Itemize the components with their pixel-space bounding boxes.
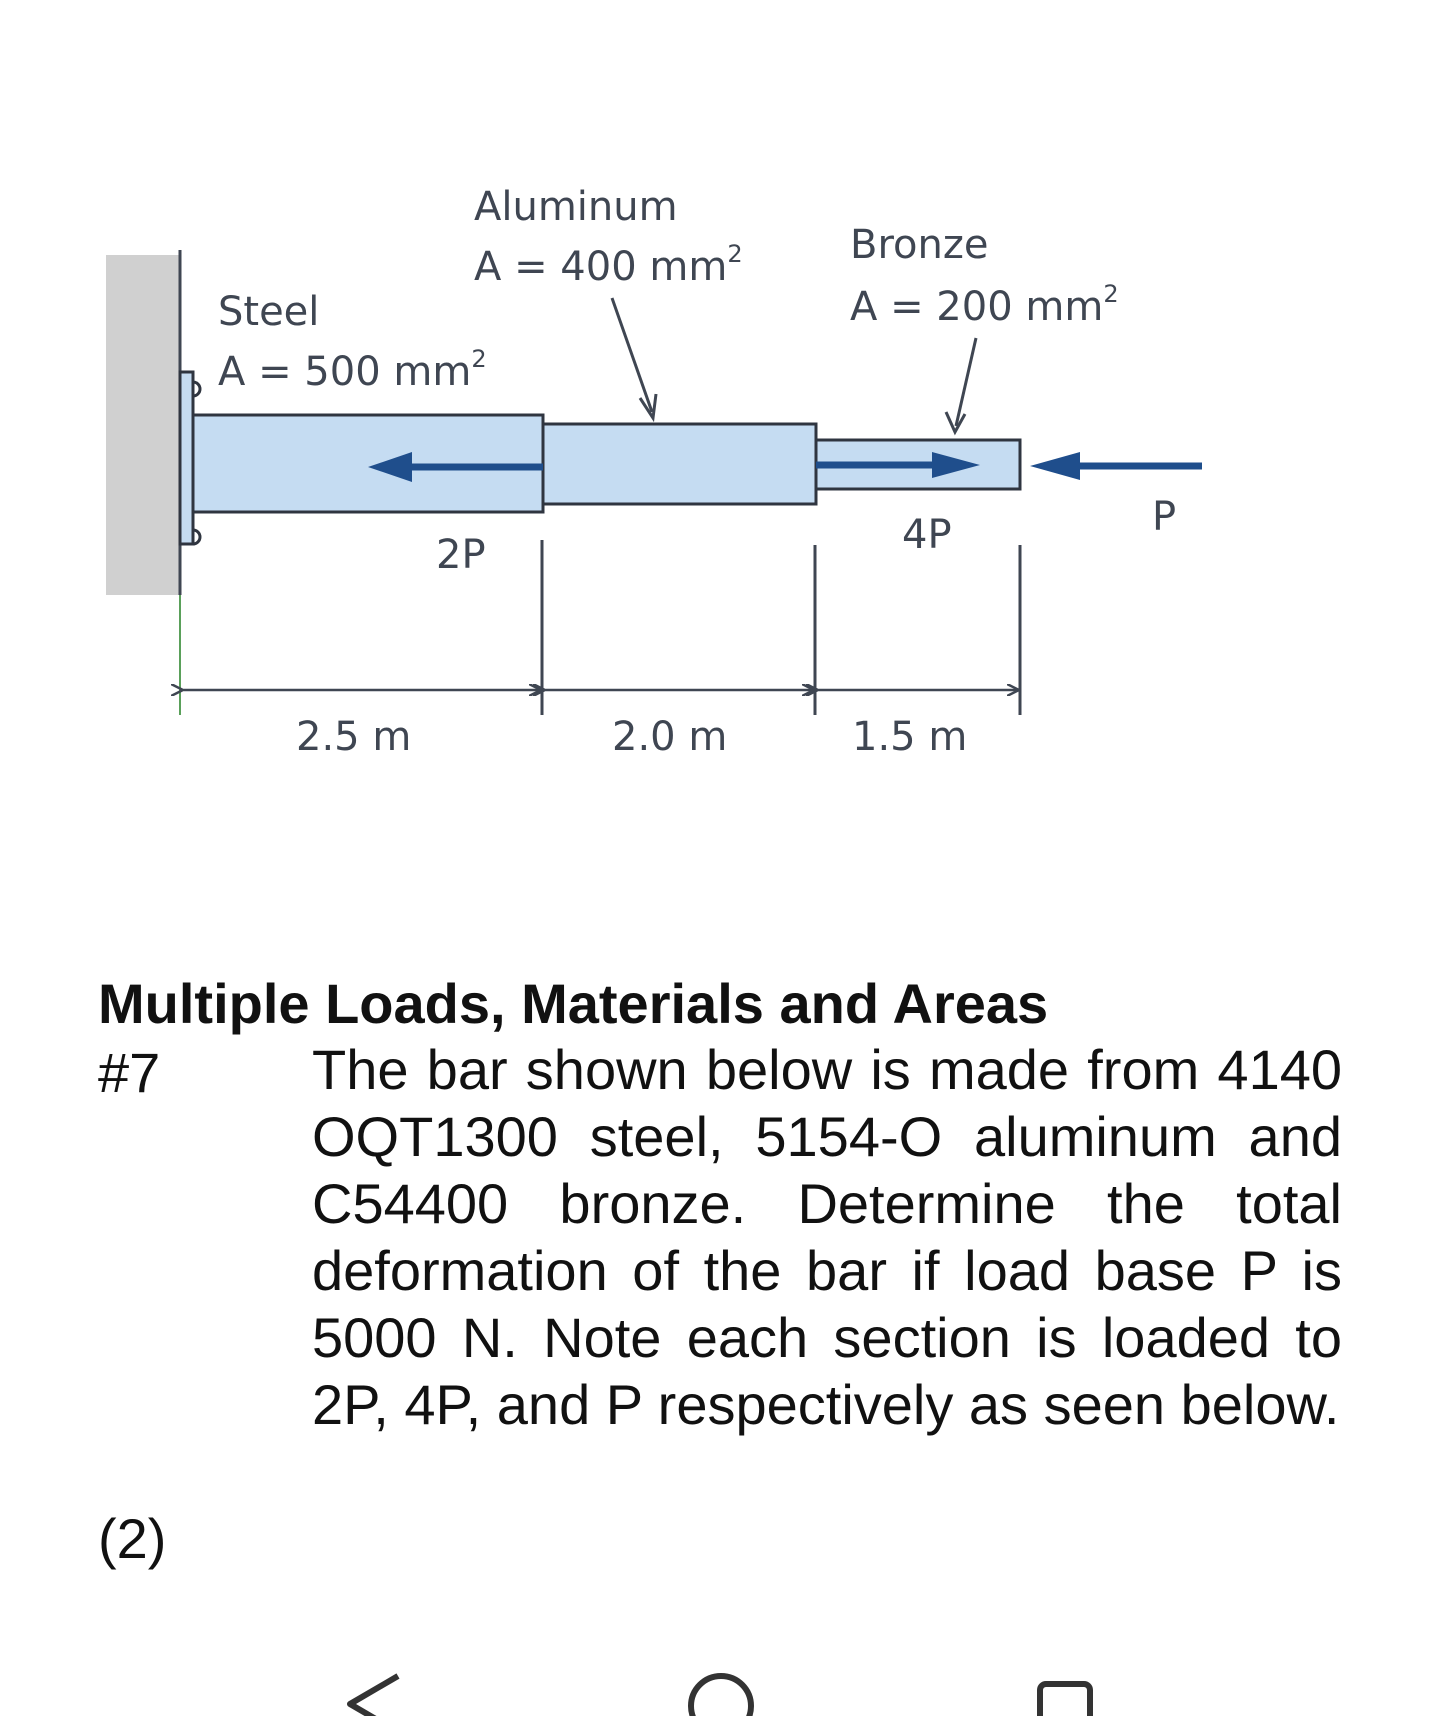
fixed-wall <box>106 255 180 595</box>
length-steel-label: 2.5 m <box>296 714 412 760</box>
bronze-area-label: A = 200 $mm^2$ <box>850 280 1119 330</box>
length-bronze-label: 1.5 m <box>852 714 968 760</box>
mounting-flange <box>180 372 193 544</box>
aluminum-label: Aluminum <box>474 184 678 230</box>
load-p-arrowhead <box>1030 452 1080 480</box>
load-p-label: P <box>1152 494 1177 540</box>
steel-area-label: A = 500 $mm^2$ <box>218 345 487 395</box>
bronze-leader <box>956 338 976 426</box>
back-icon[interactable] <box>350 1676 398 1716</box>
bronze-label: Bronze <box>850 222 989 268</box>
problem-points: (2) <box>98 1507 167 1570</box>
steel-label: Steel <box>218 289 320 335</box>
aluminum-segment <box>543 424 816 504</box>
length-aluminum-label: 2.0 m <box>612 714 728 760</box>
load-4p-label: 4P <box>902 512 952 558</box>
recents-icon[interactable] <box>1040 1684 1090 1716</box>
aluminum-area-label: A = 400 $mm^2$ <box>474 240 743 290</box>
home-icon[interactable] <box>691 1676 751 1716</box>
aluminum-leader <box>612 298 652 412</box>
problem-number: #7 <box>98 1041 161 1104</box>
navigation-bar <box>0 1660 1440 1716</box>
problem-statement: The bar shown below is made from 4140 OQT1300 steel, 5154-O aluminum and C54400 bronze. Determine the total deformation of the bar if load base P is 5000 N. Note each section is loaded to 2P, 4P, and P respectively as seen below. <box>312 1038 1342 1436</box>
load-2p-label: 2P <box>436 532 486 578</box>
problem-title: Multiple Loads, Materials and Areas <box>98 972 1049 1035</box>
